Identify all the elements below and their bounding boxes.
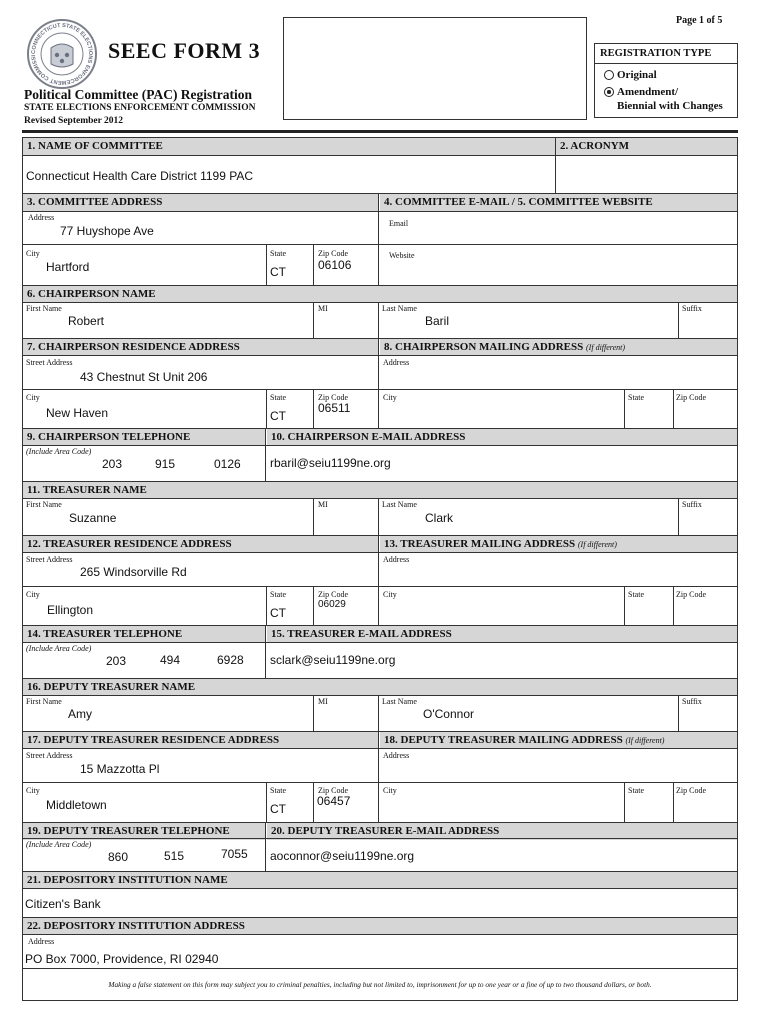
divider: [378, 302, 379, 338]
divider: [22, 934, 738, 935]
city-label: City: [26, 786, 40, 795]
divider: [673, 389, 674, 428]
first-name-label: First Name: [26, 500, 62, 509]
mailing-zip-label: Zip Code: [676, 786, 706, 795]
if-different-note: (If different): [586, 343, 626, 352]
section-9-header: 9. CHAIRPERSON TELEPHONE: [23, 429, 265, 446]
treasurer-email-field[interactable]: sclark@seiu1199ne.org: [270, 653, 396, 667]
state-label: State: [270, 786, 286, 795]
divider: [22, 244, 738, 245]
treasurer-phone-prefix[interactable]: 494: [160, 653, 181, 667]
divider: [22, 155, 738, 156]
divider: [266, 586, 267, 625]
suffix-label: Suffix: [682, 500, 702, 509]
chair-street-field[interactable]: 43 Chestnut St Unit 206: [80, 370, 208, 384]
section-7-header: 7. CHAIRPERSON RESIDENCE ADDRESS: [23, 339, 378, 356]
mailing-zip-label: Zip Code: [676, 590, 706, 599]
divider: [22, 748, 738, 749]
section-11-header: 11. TREASURER NAME: [23, 482, 737, 499]
section-20-header: 20. DEPUTY TREASURER E-MAIL ADDRESS: [267, 823, 737, 840]
section-8-title: 8. CHAIRPERSON MAILING ADDRESS: [384, 341, 584, 353]
mailing-state-label: State: [628, 786, 644, 795]
last-name-label: Last Name: [382, 500, 417, 509]
section-15-header: 15. TREASURER E-MAIL ADDRESS: [267, 626, 737, 643]
divider: [378, 339, 379, 428]
mi-label: MI: [318, 500, 328, 509]
area-code-note-text: (Include Area Code): [26, 644, 92, 653]
divider: [22, 355, 738, 356]
divider: [313, 782, 314, 822]
section-2-header: 2. ACRONYM: [556, 138, 737, 155]
divider: [378, 194, 379, 285]
original-radio[interactable]: [604, 70, 614, 80]
depository-name-field[interactable]: Citizen's Bank: [25, 897, 101, 911]
committee-address-field[interactable]: 77 Huyshope Ave: [60, 224, 154, 238]
zip-label: Zip Code: [318, 393, 348, 402]
office-use-box: [283, 17, 587, 120]
section-1-header: 1. NAME OF COMMITTEE: [23, 138, 555, 155]
chair-city-field[interactable]: New Haven: [46, 406, 109, 420]
divider: [22, 968, 738, 969]
section-13-title: 13. TREASURER MAILING ADDRESS: [384, 538, 576, 550]
deputy-phone-line[interactable]: 7055: [221, 847, 248, 861]
first-name-label: First Name: [26, 304, 62, 313]
amendment-radio-dot: [607, 90, 611, 94]
depository-address-field[interactable]: PO Box 7000, Providence, RI 02940: [25, 952, 219, 966]
zip-label: Zip Code: [318, 249, 348, 258]
last-name-label: Last Name: [382, 304, 417, 313]
mailing-city-label: City: [383, 786, 397, 795]
header-rule: [22, 130, 738, 133]
last-name-label: Last Name: [382, 697, 417, 706]
section-18-title: 18. DEPUTY TREASURER MAILING ADDRESS: [384, 734, 623, 746]
area-code-note: [26, 644, 91, 654]
mailing-city-label: City: [383, 393, 397, 402]
mailing-city-label: City: [383, 590, 397, 599]
divider: [678, 302, 679, 338]
address-label: Address: [28, 937, 55, 946]
divider: [265, 626, 266, 678]
deputy-phone-area[interactable]: 860: [108, 850, 129, 864]
chair-phone-area[interactable]: 203: [102, 457, 123, 471]
page-number: Page 1 of 5: [676, 15, 723, 26]
deputy-city-field[interactable]: Middletown: [46, 798, 107, 812]
section-13-header: [380, 536, 737, 553]
city-label: City: [26, 393, 40, 402]
deputy-state-field[interactable]: CT: [270, 802, 286, 816]
chair-email-field[interactable]: rbaril@seiu1199ne.org: [270, 456, 391, 470]
divider: [22, 498, 738, 499]
state-label: State: [270, 590, 286, 599]
zip-label: Zip Code: [318, 590, 348, 599]
divider: [266, 389, 267, 428]
area-code-note-text: (Include Area Code): [26, 840, 92, 849]
divider: [22, 389, 738, 390]
divider: [313, 586, 314, 625]
section-8-header: [380, 339, 737, 356]
divider: [22, 302, 738, 303]
website-label: Website: [389, 251, 415, 260]
section-18-header: [380, 732, 737, 749]
deputy-last-name-field[interactable]: O'Connor: [423, 707, 474, 721]
divider: [313, 498, 314, 535]
divider: [22, 211, 738, 212]
chair-phone-line[interactable]: 0126: [214, 457, 241, 471]
form-title: SEEC FORM 3: [108, 38, 261, 63]
city-label: City: [26, 590, 40, 599]
area-code-note: [26, 840, 91, 850]
section-22-header: 22. DEPOSITORY INSTITUTION ADDRESS: [23, 918, 737, 935]
deputy-street-field[interactable]: 15 Mazzotta Pl: [80, 762, 160, 776]
section-4-header: 4. COMMITTEE E-MAIL / 5. COMMITTEE WEBSITE: [380, 194, 737, 211]
divider: [266, 244, 267, 285]
chair-zip-field[interactable]: 06511: [318, 401, 351, 415]
divider: [313, 389, 314, 428]
divider: [673, 586, 674, 625]
treasurer-phone-area[interactable]: 203: [106, 654, 127, 668]
email-label: Email: [389, 219, 409, 228]
divider: [378, 732, 379, 822]
section-17-header: 17. DEPUTY TREASURER RESIDENCE ADDRESS: [23, 732, 378, 749]
deputy-email-field[interactable]: aoconnor@seiu1199ne.org: [270, 849, 415, 863]
svg-text:CONNECTICUT STATE ELECTIONS EN: CONNECTICUT STATE ELECTIONS ENFORCEMENT COMMISSI: [30, 22, 94, 86]
suffix-label: Suffix: [682, 304, 702, 313]
section-6-header: 6. CHAIRPERSON NAME: [23, 286, 737, 303]
chair-first-name-field[interactable]: Robert: [68, 314, 105, 328]
treasurer-city-field[interactable]: Ellington: [47, 603, 94, 617]
section-21-header: 21. DEPOSITORY INSTITUTION NAME: [23, 872, 737, 889]
street-address-label: Street Address: [26, 358, 73, 367]
chair-phone-prefix[interactable]: 915: [155, 457, 176, 471]
divider: [266, 782, 267, 822]
area-code-note-text: (Include Area Code): [26, 447, 92, 456]
chair-state-field[interactable]: CT: [270, 409, 286, 423]
registration-type-title: REGISTRATION TYPE: [600, 48, 712, 59]
divider: [313, 302, 314, 338]
divider: [22, 586, 738, 587]
area-code-note: [26, 447, 91, 457]
if-different-note: (If different): [625, 736, 665, 745]
divider: [22, 888, 738, 889]
divider: [378, 498, 379, 535]
registration-divider: [594, 63, 738, 64]
mailing-state-label: State: [628, 393, 644, 402]
section-3-header: 3. COMMITTEE ADDRESS: [23, 194, 378, 211]
treasurer-state-field[interactable]: CT: [270, 606, 286, 620]
committee-zip-field[interactable]: 06106: [318, 258, 352, 272]
false-statement-warning: Making a false statement on this form may subject you to criminal penalties, including but not limited to, imprisonment for up to one year or a fine of up to two thousand dollars, or both.: [108, 980, 652, 989]
treasurer-first-name-field[interactable]: Suzanne: [69, 511, 117, 525]
committee-state-field[interactable]: CT: [270, 265, 286, 279]
divider: [673, 782, 674, 822]
street-address-label: Street Address: [26, 555, 73, 564]
street-address-label: Street Address: [26, 751, 73, 760]
deputy-first-name-field[interactable]: Amy: [68, 707, 92, 721]
divider: [22, 838, 738, 839]
address-label: Address: [28, 213, 55, 222]
section-16-header: 16. DEPUTY TREASURER NAME: [23, 679, 737, 696]
if-different-note: (If different): [577, 540, 617, 549]
section-10-header: 10. CHAIRPERSON E-MAIL ADDRESS: [267, 429, 737, 446]
mailing-address-label: Address: [383, 555, 410, 564]
divider: [22, 445, 738, 446]
section-14-header: 14. TREASURER TELEPHONE: [23, 626, 265, 643]
agency-name: STATE ELECTIONS ENFORCEMENT COMMISSION: [24, 103, 256, 113]
original-label: Original: [617, 69, 657, 81]
divider: [22, 552, 738, 553]
divider: [265, 823, 266, 871]
commission-seal: [26, 18, 98, 90]
revised-date: Revised September 2012: [24, 116, 124, 126]
treasurer-zip-field[interactable]: 06029: [318, 599, 346, 610]
amendment-radio[interactable]: [604, 87, 614, 97]
deputy-phone-prefix[interactable]: 515: [164, 849, 185, 863]
treasurer-street-field[interactable]: 265 Windsorville Rd: [80, 565, 187, 579]
divider: [378, 695, 379, 731]
treasurer-last-name-field[interactable]: Clark: [425, 511, 454, 525]
divider: [678, 498, 679, 535]
suffix-label: Suffix: [682, 697, 702, 706]
form-subtitle: Political Committee (PAC) Registration: [24, 87, 253, 102]
divider: [624, 782, 625, 822]
divider: [22, 642, 738, 643]
section-19-header: 19. DEPUTY TREASURER TELEPHONE: [23, 823, 265, 840]
treasurer-phone-line[interactable]: 6928: [217, 653, 244, 667]
state-label: State: [270, 249, 286, 258]
amendment-label: Amendment/: [617, 86, 679, 98]
mailing-zip-label: Zip Code: [676, 393, 706, 402]
chair-last-name-field[interactable]: Baril: [425, 314, 450, 328]
city-label: City: [26, 249, 40, 258]
deputy-zip-field[interactable]: 06457: [317, 794, 351, 808]
divider: [555, 138, 556, 193]
zip-label: Zip Code: [318, 786, 348, 795]
divider: [22, 782, 738, 783]
divider: [624, 586, 625, 625]
mailing-state-label: State: [628, 590, 644, 599]
divider: [378, 536, 379, 625]
divider: [313, 695, 314, 731]
divider: [624, 389, 625, 428]
mailing-address-label: Address: [383, 358, 410, 367]
divider: [678, 695, 679, 731]
mi-label: MI: [318, 697, 328, 706]
state-label: State: [270, 393, 286, 402]
committee-city-field[interactable]: Hartford: [46, 260, 90, 274]
divider: [265, 429, 266, 481]
divider: [22, 695, 738, 696]
divider: [313, 244, 314, 285]
mi-label: MI: [318, 304, 328, 313]
mailing-address-label: Address: [383, 751, 410, 760]
first-name-label: First Name: [26, 697, 62, 706]
amendment-label-line2: Biennial with Changes: [617, 100, 723, 112]
committee-name-field[interactable]: Connecticut Health Care District 1199 PAC: [26, 169, 253, 183]
section-12-header: 12. TREASURER RESIDENCE ADDRESS: [23, 536, 378, 553]
